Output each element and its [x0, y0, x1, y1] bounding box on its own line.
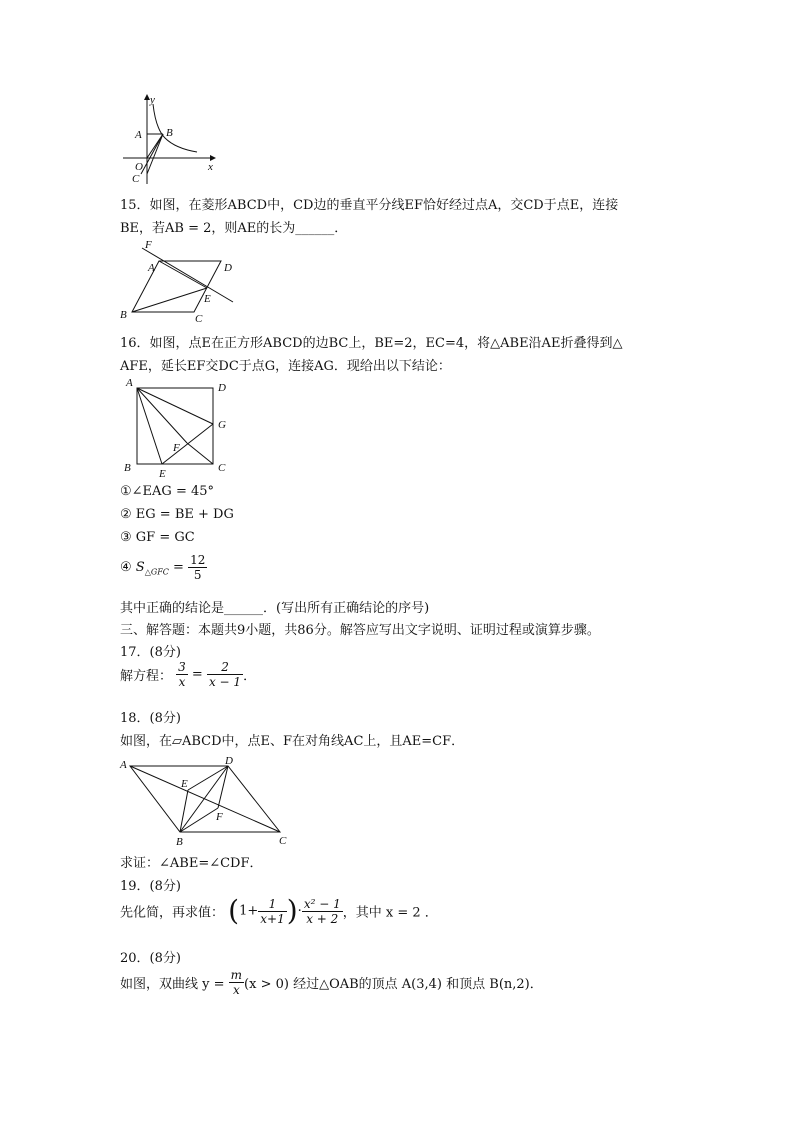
fig14-label-C: C — [132, 173, 140, 185]
fig18-label-E: E — [181, 778, 188, 790]
q18-header: 18．(8分) — [120, 711, 181, 726]
section3-heading: 三、解答题：本题共9小题，共86分。解答应写出文字说明、证明过程或演算步骤。 — [120, 623, 600, 638]
q17-header: 17．(8分) — [120, 645, 181, 660]
q17-f1-den: x — [178, 675, 186, 689]
q17-fraction-2 — [207, 660, 243, 689]
fig18-label-B: B — [176, 836, 183, 848]
fig18-label-F: F — [216, 811, 223, 823]
fig15-label-B: B — [120, 309, 127, 321]
q17-f2-num: 2 — [207, 660, 243, 675]
fig15-label-F: F — [145, 239, 152, 251]
q19-tail: ，其中 x = 2 ． — [342, 905, 438, 921]
q15-text-line1: 15．如图，在菱形ABCD中，CD边的垂直平分线EF恰好经过点A，交CD于点E，连接 — [120, 198, 619, 213]
fig14-label-O: O — [135, 161, 143, 173]
q16-c4-marker: ④ — [120, 560, 132, 575]
fig16-label-B: B — [124, 462, 131, 474]
q19-fraction-2 — [302, 897, 343, 926]
fig16-label-E: E — [159, 468, 166, 480]
q19-left-paren: ( — [228, 894, 240, 927]
q17-f2-den: x − 1 — [208, 675, 242, 689]
q19-f2-num: x² − 1 — [303, 896, 341, 911]
q16-conclusion-1: ①∠EAG = 45° — [120, 484, 215, 499]
q17-label: 解方程： — [120, 669, 173, 684]
q19-expression — [120, 896, 438, 926]
q19-dot: · — [297, 903, 302, 919]
q17-equation — [120, 660, 256, 689]
fig15-label-C: C — [195, 313, 203, 325]
fig18-label-A: A — [120, 759, 127, 771]
q20-text — [120, 968, 543, 997]
figure-q18-parallelogram — [118, 752, 293, 850]
q16-c4-fraction — [188, 553, 207, 582]
fig16-label-D: D — [218, 382, 226, 394]
q20-mid: (x > 0) 经过△OAB的顶点 A(3,4) 和顶点 B(n,2)． — [244, 977, 543, 992]
q16-answer-line: 其中正确的结论是______．(写出所有正确结论的序号) — [120, 601, 430, 616]
q20-f-den: x — [232, 983, 240, 997]
fig14-label-A: A — [135, 129, 142, 141]
q16-conclusion-3: ③ GF = GC — [120, 530, 195, 545]
fig16-label-C: C — [218, 462, 226, 474]
q19-f1-num: 1 — [258, 897, 286, 912]
fig14-label-y: y — [150, 94, 155, 106]
q20-f-num: m — [230, 968, 243, 982]
fig15-label-E: E — [204, 293, 211, 305]
q15-text-line2: BE，若AB = 2，则AE的长为______． — [120, 221, 348, 236]
fig14-label-B: B — [166, 127, 173, 139]
q19-label: 先化简，再求值： — [120, 905, 225, 921]
q19-one-plus: 1+ — [239, 903, 259, 919]
q17-eq: = — [187, 667, 207, 682]
q16-text-line2: AFE，延长EF交DC于点G，连接AG．现给出以下结论： — [120, 359, 451, 374]
q18-prove: 求证：∠ABE=∠CDF． — [120, 856, 263, 871]
q16-c4-sub: △GFC — [144, 567, 169, 577]
q19-fraction-1 — [258, 897, 286, 926]
fig16-label-F: F — [173, 442, 180, 454]
q19-right-paren: ) — [286, 894, 298, 927]
q16-c4-symbol: S — [135, 560, 145, 575]
q16-conclusion-4 — [120, 553, 207, 582]
fig15-label-D: D — [224, 262, 232, 274]
fig18-label-D: D — [225, 755, 233, 767]
q18-text: 如图，在▱ABCD中，点E、F在对角线AC上，且AE=CF． — [120, 734, 465, 749]
q16-c4-eq: = — [168, 560, 189, 575]
q19-f2-den: x + 2 — [306, 911, 339, 926]
q16-conclusion-2: ② EG = BE + DG — [120, 507, 234, 522]
q17-fraction-1 — [176, 660, 188, 689]
q17-end: ． — [243, 669, 257, 684]
q16-c4-den: 5 — [193, 568, 202, 582]
q19-f1-den: x+1 — [260, 911, 285, 926]
q20-pre: 如图，双曲线 y = — [120, 977, 229, 992]
fig16-label-G: G — [218, 419, 226, 431]
fig16-label-A: A — [126, 377, 133, 389]
fig15-label-A: A — [148, 262, 155, 274]
q19-header: 19．(8分) — [120, 879, 181, 894]
q16-text-line1: 16．如图，点E在正方形ABCD的边BC上，BE=2，EC=4，将△ABE沿AE折叠得到△ — [120, 336, 623, 351]
q17-f1-num: 3 — [178, 660, 186, 674]
fig18-label-C: C — [279, 835, 287, 847]
q16-c4-num: 12 — [190, 553, 206, 567]
q20-fraction — [229, 968, 244, 997]
figure-q16-square — [120, 374, 240, 484]
figure-q15-rhombus — [115, 236, 245, 325]
figure-q14-hyperbola — [115, 92, 220, 187]
q20-header: 20．(8分) — [120, 951, 181, 966]
fig14-label-x: x — [208, 161, 213, 173]
